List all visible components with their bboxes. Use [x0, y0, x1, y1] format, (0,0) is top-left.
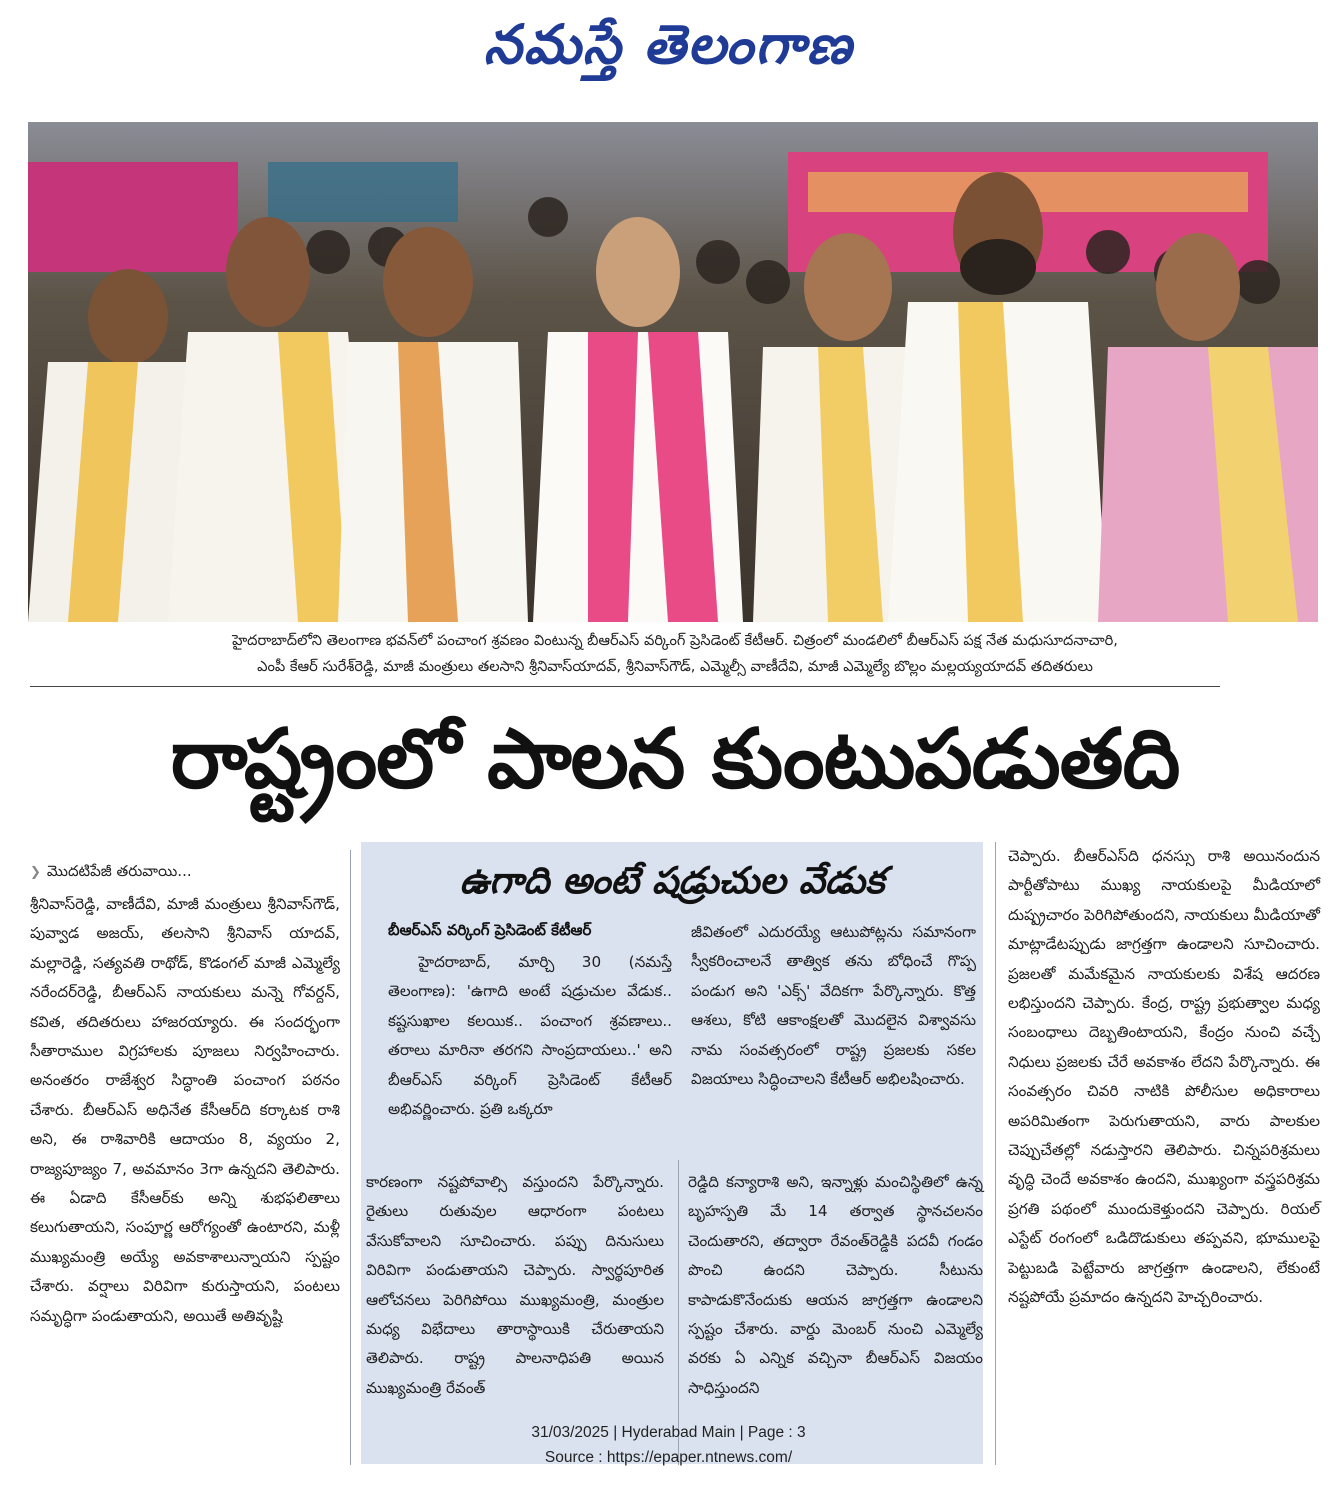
article-column-2 [366, 1168, 664, 1460]
box-column-left [388, 948, 672, 1156]
news-photo [28, 122, 1318, 622]
article-column-4 [1008, 842, 1320, 1392]
continued-note [30, 858, 340, 884]
headline: రాష్ట్రంలో పాలన కుంటుపడుతది [170, 712, 1180, 807]
photo-illustration [28, 122, 1318, 622]
box-byline: బీఆర్‌ఎస్ వర్కింగ్ ప్రెసిడెంట్ కేటీఆర్ [388, 921, 592, 939]
caption-line: ఎంపీ కేఆర్ సురేశ్‌రెడ్డి, మాజీ మంత్రులు తలసాని శ్రీనివాస్‌యాదవ్, శ్రీనివాస్‌గౌడ్, ఎమ్మెల్సీ వాణీదేవి, మాజీ ఎమ్మెల్యే బొల్లం మల్లయ్యయాదవ్ తదితరులు [257, 658, 1093, 675]
column-divider [995, 842, 996, 1465]
chevron-right-icon: ❯ [30, 865, 41, 880]
column-text: శ్రీనివాస్‌రెడ్డి, వాణీదేవి, మాజీ మంత్రులు శ్రీనివాస్‌గౌడ్, పువ్వాడ అజయ్, తలసాని శ్రీనివాస్ యాదవ్, మల్లారెడ్డి, సత్యవతి రాథోడ్, కొడంగల్ మాజీ ఎమ్మెల్యే నరేందర్‌రెడ్డి, బీఆర్‌ఎస్ నాయకులు మన్నె గోవర్దన్, కవిత, తదితరులు హాజరయ్యారు. ఈ సందర్భంగా సీతారాముల విగ్రహాలకు పూజలు నిర్వహించారు. అనంతరం రాజేశ్వర సిద్ధాంతి పంచాంగ పఠనం చేశారు. బీఆర్‌ఎస్ అధినేత కేసీఆర్‌ది కర్కాటక రాశి అని, ఈ రాశివారికి ఆదాయం 8, వ్యయం 2, రాజ్యపూజ్యం 7, అవమానం 3గా ఉన్నదని తెలిపారు. ఈ ఏడాది కేసీఆర్‌కు అన్ని శుభఫలితాలు కలుగుతాయని, సంపూర్ణ ఆరోగ్యంతో ఉంటారని, మళ్లీ ముఖ్యమంత్రి అయ్యే అవకాశాలున్నాయని స్పష్టం చేశారు. వర్షాలు విరివిగా కురుస్తాయని, పంటలు సమృద్ధిగా పండుతాయని, అయితే అతివృష్టి [30, 895, 340, 1325]
column-text: హైదరాబాద్, మార్చి 30 (నమస్తే తెలంగాణ): 'ఉగాది అంటే షడ్రుచుల వేడుక.. కష్టసుఖాల కలయిక.. పంచాంగ శ్రవణాలు.. తరాలు మారినా తరగని సాంప్రదాయలు..' అని బీఆర్‌ఎస్ వర్కింగ్ ప్రెసిడెంట్ కేటీఆర్ అభివర్ణించారు. ప్రతి ఒక్కరూ [388, 953, 672, 1119]
column-text: కారణంగా నష్టపోవాల్సి వస్తుందని పేర్కొన్నారు. రైతులు రుతువుల ఆధారంగా పంటలు వేసుకోవాలని సూచించారు. పప్పు దినుసులు విరివిగా పండుతాయని చెప్పారు. స్వార్థపూరిత ఆలోచనలు పెరిగిపోయి ముఖ్యమంత్రి, మంత్రుల మధ్య విభేదాలు తారాస్థాయికి చేరుతాయని తెలిపారు. రాష్ట్ర పాలనాధిపతి అయిన ముఖ్యమంత్రి రేవంత్ [366, 1173, 664, 1397]
footer-source-line: Source : https://epaper.ntnews.com/ [544, 1449, 793, 1466]
footer-date-line: 31/03/2025 | Hyderabad Main | Page : 3 [531, 1424, 806, 1441]
column-text: చెప్పారు. బీఆర్‌ఎస్‌ది ధనస్సు రాశి అయినందున పార్టీతోపాటు ముఖ్య నాయకులపై మీడియాలో దుష్ప్రచారం పెరిగిపోతుందని, నాయకులు మీడియాతో మాట్లాడేటప్పుడు జాగ్రత్తగా ఉండాలని సూచించారు. ప్రజలతో మమేకమైన నాయకులకు విశేష ఆదరణ లభిస్తుందని చెప్పారు. కేంద్ర, రాష్ట్ర ప్రభుత్వాల మధ్య సంబంధాలు దెబ్బతింటాయని, కేంద్రం నుంచి వచ్చే నిధులు ప్రజలకు చేరే అవకాశం లేదని పేర్కొన్నారు. ఈ సంవత్సరం చివరి నాటికి పోలీసుల అధికారాలు అపరిమితంగా పెరుగుతాయని, వారు పాలకుల చెప్పుచేతల్లో నడుస్తారని తెలిపారు. చిన్నపరిశ్రమలు వృద్ధి చెందే అవకాశం ఉందని, ముఖ్యంగా వస్త్రపరిశ్రమ ప్రగతి పథంలో ముందుకెళ్తుందని చెప్పారు. రియల్ ఎస్టేట్ రంగంలో ఒడిదొడుకులు తప్పవని, భూములపై పెట్టుబడి పెట్టేవారు జాగ్రత్తగా ఉండాలని, లేకుంటే నష్టపోయే ప్రమాదం ఉన్నదని హెచ్చరించారు. [1008, 847, 1320, 1307]
continued-label: మొదటిపేజీ తరువాయి... [46, 862, 192, 880]
column-divider [678, 1160, 679, 1465]
photo-caption [30, 628, 1320, 680]
newspaper-logo: నమస్తే తెలంగాణ [483, 12, 854, 76]
box-title: ఉగాది అంటే షడ్రుచుల వేడుక [459, 859, 885, 902]
article-column-1 [30, 890, 340, 1438]
column-text: జీవితంలో ఎదురయ్యే ఆటుపోట్లను సమానంగా స్వీకరించాలనే తాత్విక తను బోధించే గొప్ప పండుగ అని 'ఎక్స్' వేదికగా పేర్కొన్నారు. కొత్త ఆశలు, కోటి ఆకాంక్షలతో మొదలైన విశ్వావసు నామ సంవత్సరంలో రాష్ట్ర ప్రజలకు సకల విజయాలు సిద్ధించాలని కేటీఆర్ అభిలషించారు. [691, 923, 976, 1089]
masthead [0, 6, 1337, 82]
box-column-right [691, 918, 976, 1156]
caption-rule [30, 686, 1220, 687]
column-divider [350, 850, 351, 1465]
article-column-3 [688, 1168, 983, 1460]
caption-line: హైదరాబాద్‌లోని తెలంగాణ భవన్‌లో పంచాంగ శ్రవణం వింటున్న బీఆర్‌ఎస్ వర్కింగ్ ప్రెసిడెంట్ కేటీఆర్. చిత్రంలో మండలిలో బీఆర్‌ఎస్ పక్ష నేత మధుసూదనాచారి, [232, 632, 1118, 649]
column-text: రెడ్డిది కన్యారాశి అని, ఇన్నాళ్లు మంచిస్థితిలో ఉన్న బృహస్పతి మే 14 తర్వాత స్థానచలనం చెందుతారని, తద్వారా రేవంత్‌రెడ్డికి పదవీ గండం పొంచి ఉందని చెప్పారు. సీటును కాపాడుకొనేందుకు ఆయన జాగ్రత్తగా ఉండాలని స్పష్టం చేశారు. వార్డు మెంబర్ నుంచి ఎమ్మెల్యే వరకు ఏ ఎన్నిక వచ్చినా బీఆర్‌ఎస్ విజయం సాధిస్తుందని [688, 1173, 983, 1397]
